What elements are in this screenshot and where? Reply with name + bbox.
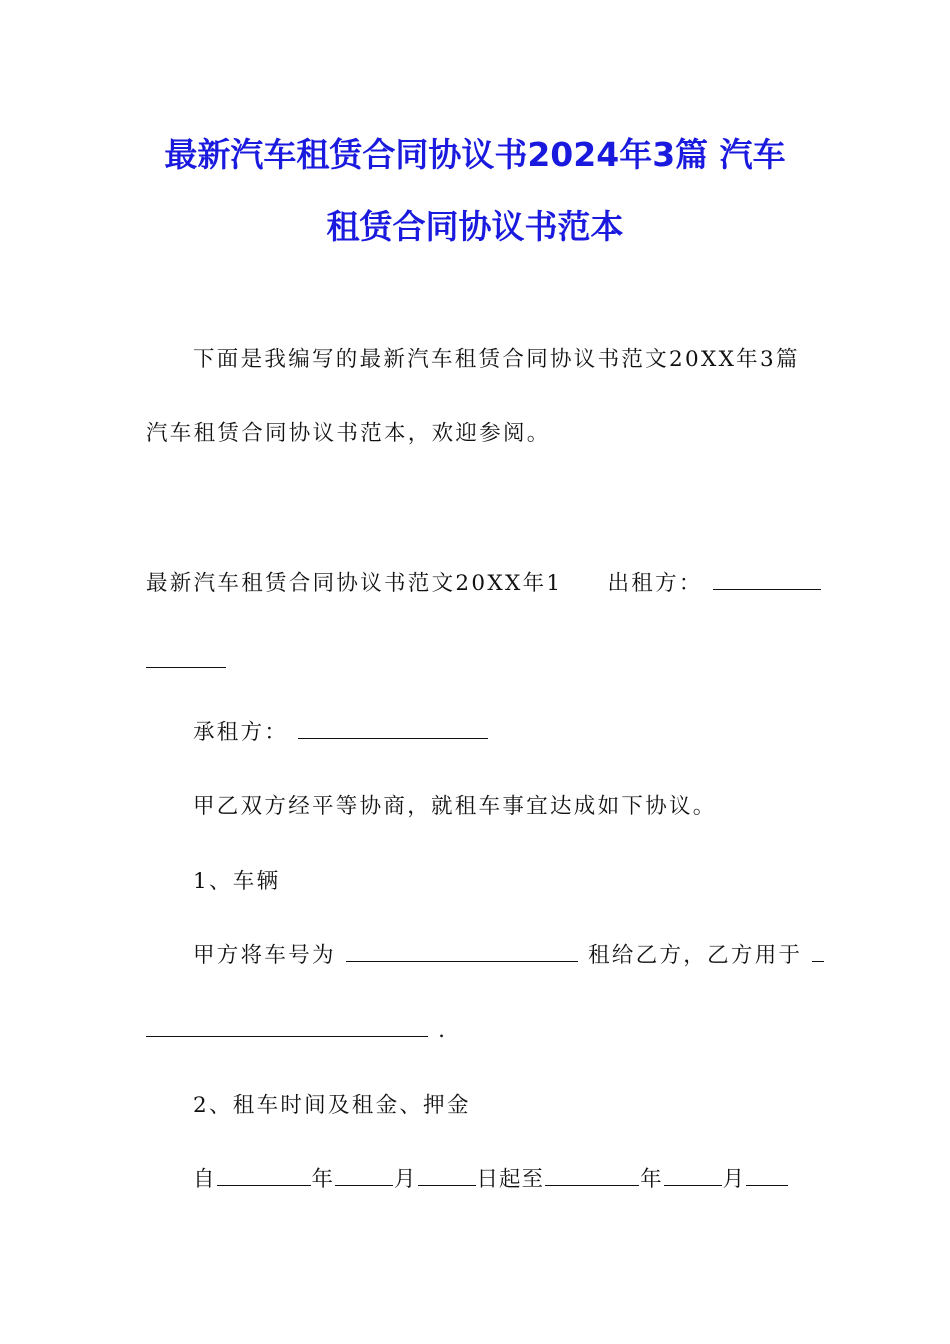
document-title-line-1: 最新汽车租赁合同协议书2024年3篇 汽车 (164, 135, 786, 174)
lessee-blank (298, 736, 488, 739)
agreement-statement: 甲乙双方经平等协商，就租车事宜达成如下协议。 (193, 794, 717, 819)
clause-1-text-b: 租给乙方，乙方用于 (588, 943, 803, 968)
lessor-blank-continued (146, 667, 226, 668)
end-month-label: 月 (722, 1167, 746, 1192)
start-month-label: 月 (394, 1167, 417, 1192)
lessee-label: 承租方： (193, 720, 289, 745)
purpose-blank-start (812, 959, 824, 962)
purpose-blank (146, 1034, 428, 1037)
end-year-label: 年 (640, 1167, 663, 1192)
vehicle-number-blank (346, 959, 578, 962)
clause-2-heading: 2、租车时间及租金、押金 (193, 1093, 471, 1118)
end-day-blank (746, 1183, 788, 1186)
lessee-row (193, 722, 489, 744)
start-day-blank (418, 1183, 476, 1186)
start-year-label: 年 (311, 1167, 335, 1192)
clause-1-heading: 1、车辆 (193, 869, 281, 894)
clause-1-text-row (193, 945, 825, 967)
end-year-blank (545, 1183, 639, 1186)
lessor-label: 出租方： (607, 571, 703, 596)
document-title-line-2: 租赁合同协议书范本 (326, 207, 624, 246)
purpose-blank-row (146, 1020, 447, 1042)
start-month-blank (335, 1183, 393, 1186)
date-from-label: 自 (193, 1167, 216, 1192)
section-1-heading: 最新汽车租赁合同协议书范文20XX年1 (146, 571, 563, 596)
intro-line-1: 下面是我编写的最新汽车租赁合同协议书范文20XX年3篇 (193, 347, 800, 372)
lessor-blank (713, 587, 821, 590)
day-from-label: 日起至 (476, 1167, 545, 1192)
section-1-heading-row (146, 573, 822, 595)
end-month-blank (664, 1183, 722, 1186)
clause-1-text-a: 甲方将车号为 (193, 943, 336, 968)
intro-line-2: 汽车租赁合同协议书范本，欢迎参阅。 (146, 421, 551, 446)
clause-1-end: . (438, 1018, 448, 1043)
start-year-blank (217, 1183, 311, 1186)
rental-period-row (193, 1169, 789, 1191)
